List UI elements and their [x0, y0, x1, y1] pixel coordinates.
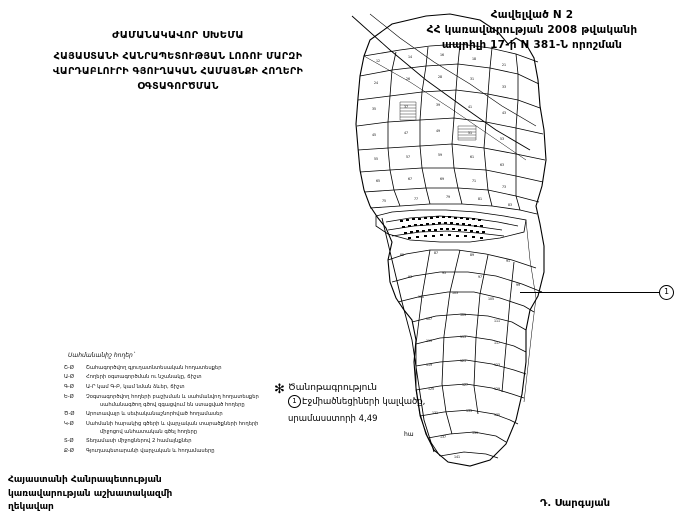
svg-text:123: 123	[494, 363, 501, 367]
svg-text:113: 113	[426, 339, 433, 343]
svg-text:26: 26	[406, 77, 411, 81]
legend-item	[64, 421, 279, 436]
svg-text:119: 119	[426, 363, 433, 367]
svg-text:28: 28	[438, 75, 443, 79]
legend-value-cont: սահմանագծող գծով զգացվում են ստացված հողերը	[100, 401, 245, 408]
svg-text:133: 133	[466, 409, 473, 413]
svg-text:91: 91	[506, 259, 511, 263]
doc-kind: ԺԱՄԱՆԱԿԱՎՈՐ ՍԽԵՄԱ	[112, 30, 244, 41]
svg-text:37: 37	[404, 105, 409, 109]
note-line-1: Էջմիածնեցիների կալվածք,	[302, 397, 426, 407]
svg-text:51: 51	[468, 131, 473, 135]
callout-leader-line	[520, 292, 660, 293]
legend-item	[64, 365, 279, 373]
svg-text:105: 105	[488, 297, 495, 301]
legend-key: Ե-Ø	[64, 393, 74, 400]
title-line-2: ՎԱՐԴԱԲԼՈՒՐԻ ԳՅՈՒՂԱԿԱՆ ՀԱՄԱՅՆՔԻ ՀՈՂԵՐԻ	[52, 66, 304, 77]
svg-text:131: 131	[432, 411, 439, 415]
legend-value: Շահագործվող գյուղատնտեսական հողատեսքեր	[86, 364, 222, 371]
legend-key: Տ-Ø	[64, 438, 74, 445]
svg-text:85: 85	[400, 253, 405, 257]
signature-block	[8, 474, 228, 515]
svg-text:83: 83	[508, 203, 513, 207]
note-unit: հա	[404, 431, 414, 438]
svg-text:141: 141	[454, 455, 461, 459]
svg-text:77: 77	[414, 197, 419, 201]
svg-text:33: 33	[502, 85, 507, 89]
svg-text:21: 21	[502, 63, 507, 67]
svg-text:65: 65	[376, 179, 381, 183]
svg-text:81: 81	[478, 197, 483, 201]
svg-text:39: 39	[436, 103, 441, 107]
svg-text:115: 115	[460, 335, 467, 339]
svg-text:121: 121	[460, 359, 467, 363]
legend-value: Տեղամասի միջոցներով 2 համայնքներ	[86, 438, 192, 445]
svg-text:101: 101	[418, 295, 425, 299]
legend-value-cont: միջոցով անհատական գծել հողերը	[100, 428, 198, 435]
svg-text:137: 137	[440, 435, 447, 439]
svg-text:73: 73	[502, 185, 507, 189]
page-title	[8, 28, 348, 94]
appendix-line-1: Հավելված N 2	[490, 9, 574, 21]
svg-text:135: 135	[494, 413, 501, 417]
signatory-name: Դ. Սարգսյան	[540, 498, 611, 509]
legend-key: Կ-Ø	[64, 421, 74, 428]
legend-item	[64, 384, 279, 392]
legend-item	[64, 438, 279, 446]
svg-text:47: 47	[404, 131, 409, 135]
svg-text:18: 18	[472, 57, 477, 61]
legend-value: Արոտավայր և սեփականաշնորհված հողամասեր	[86, 411, 223, 418]
signature-line-1: Հայաստանի Հանրապետության	[8, 475, 162, 485]
svg-text:103: 103	[452, 291, 459, 295]
svg-text:69: 69	[440, 177, 445, 181]
legend-title: Սահմանանիշ հողեր`	[68, 352, 136, 359]
svg-text:71: 71	[472, 179, 477, 183]
legend-key: Շ-Ø	[64, 364, 74, 371]
appendix-line-3: ապրիլի 17-ի N 381-Ն որոշման	[441, 39, 623, 51]
svg-text:43: 43	[502, 111, 507, 115]
legend-value	[86, 394, 279, 409]
legend-value: Ա-Ր կամ Գ-Բ, կամ նման ձևեր, ճիշտ	[86, 384, 185, 391]
title-line-1: ՀԱՅԱՍՏԱՆԻ ՀԱՆՐԱՊԵՏՈՒԹՅԱՆ ԼՈՌՈՒ ՄԱՐԶԻ	[53, 51, 303, 62]
svg-text:41: 41	[468, 105, 473, 109]
title-line-3: ՕԳՏԱԳՈՐԾՄԱՆ	[137, 81, 219, 92]
legend-key: Ա-Ø	[64, 374, 74, 381]
svg-text:129: 129	[494, 387, 501, 391]
appendix-line-2: ՀՀ կառավարության 2008 թվականի	[426, 24, 638, 36]
svg-text:87: 87	[434, 251, 439, 255]
svg-text:24: 24	[374, 81, 379, 85]
svg-text:139: 139	[472, 431, 479, 435]
note-circle-number: 1	[288, 395, 301, 408]
svg-text:12: 12	[376, 59, 381, 63]
signature-line-2: կառավարության աշխատակազմի	[8, 488, 173, 499]
legend-value: Գյուղապետարանի վարչական և հողամասերը	[86, 448, 215, 455]
svg-text:31: 31	[470, 77, 475, 81]
svg-text:89: 89	[470, 253, 475, 257]
legend-value: Հողերի օգտագործման ու նշանակը, ճիշտ	[86, 374, 202, 381]
svg-text:59: 59	[438, 153, 443, 157]
note-heading: Ծանոթագրություն	[288, 383, 378, 393]
legend-key: Ծ-Ø	[64, 411, 75, 418]
svg-text:125: 125	[428, 387, 435, 391]
asterisk-icon: ✻	[274, 382, 285, 397]
svg-text:99: 99	[516, 283, 521, 287]
svg-text:45: 45	[372, 133, 377, 137]
legend-item	[64, 448, 279, 456]
svg-text:63: 63	[500, 163, 505, 167]
legend-value	[86, 421, 279, 436]
svg-text:16: 16	[440, 53, 445, 57]
legend-item	[64, 374, 279, 382]
legend-key: Ք-Ø	[64, 448, 74, 455]
note-line-2: սրամասստորի 4,49	[288, 414, 378, 424]
svg-text:35: 35	[372, 107, 377, 111]
svg-text:75: 75	[382, 199, 387, 203]
svg-text:117: 117	[494, 341, 501, 345]
legend-item	[64, 394, 279, 409]
svg-text:49: 49	[436, 129, 441, 133]
svg-text:14: 14	[408, 55, 413, 59]
map-note	[274, 382, 438, 438]
svg-text:79: 79	[446, 195, 451, 199]
svg-text:127: 127	[462, 383, 469, 387]
legend-value-main: Սահմանի հարակից գծերի և վարչական տարածքների հողերի	[86, 421, 259, 428]
legend-item	[64, 411, 279, 419]
svg-text:111: 111	[494, 319, 501, 323]
svg-text:67: 67	[408, 177, 413, 181]
svg-text:57: 57	[406, 155, 411, 159]
legend-value-main: Չօգտագործվող հողերի բաշխման և սահմանվող հողատեսքեր	[86, 393, 259, 400]
svg-text:95: 95	[442, 271, 447, 275]
svg-text:55: 55	[374, 157, 379, 161]
legend-key: Գ-Ø	[64, 384, 74, 391]
callout-marker-1: 1	[659, 285, 674, 300]
svg-text:61: 61	[470, 155, 475, 159]
svg-text:53: 53	[500, 137, 505, 141]
svg-text:97: 97	[478, 275, 483, 279]
map-legend	[64, 352, 279, 458]
signature-line-3: ղեկավար	[8, 502, 54, 512]
svg-text:109: 109	[460, 313, 467, 317]
svg-text:93: 93	[408, 275, 413, 279]
svg-text:107: 107	[426, 317, 433, 321]
